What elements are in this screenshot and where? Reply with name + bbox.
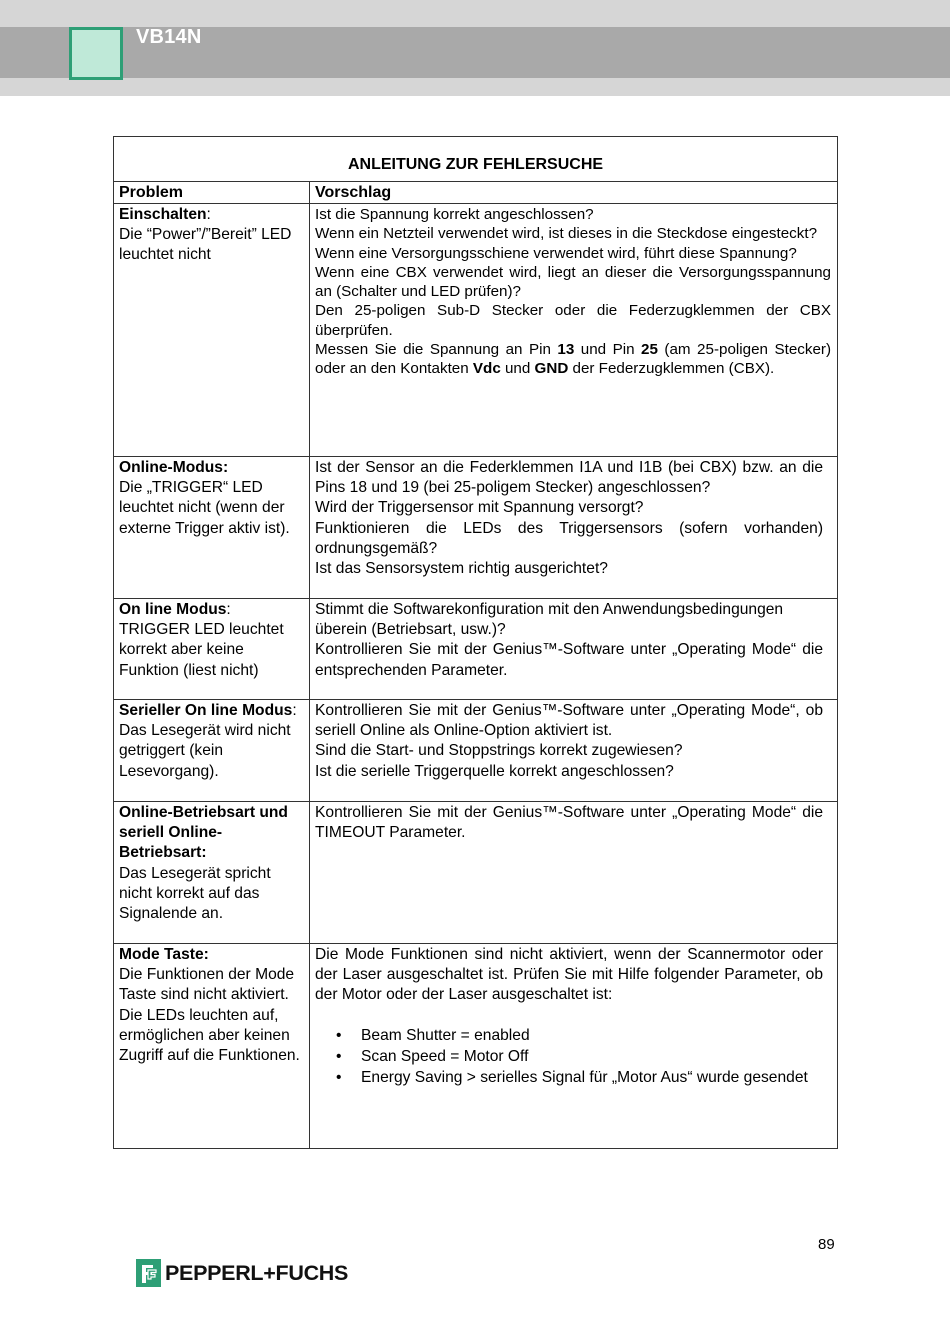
table-row	[114, 457, 838, 599]
problem-heading: Serieller On line Modus	[119, 702, 293, 719]
list-item-text: Energy Saving > serielles Signal für „Motor Aus“ wurde gesendet	[361, 1069, 808, 1087]
suggestion-cell	[310, 700, 838, 802]
list-item	[315, 1068, 823, 1088]
table-row	[114, 599, 838, 700]
troubleshooting-table	[113, 136, 838, 1149]
problem-description: Das Lesegerät wird nicht getriggert (kein Lesevorgang).	[119, 722, 291, 780]
suggestion-line: Ist die serielle Triggerquelle korrekt angeschlossen?	[315, 762, 674, 780]
table-row	[114, 700, 838, 802]
problem-heading: Einschalten	[119, 206, 207, 223]
pin-number: 13	[557, 341, 575, 359]
suggestion-line: Ist die Spannung korrekt angeschlossen?	[315, 206, 594, 223]
problem-description: Die „TRIGGER“ LED leuchtet nicht (wenn der externe Trigger aktiv ist).	[119, 479, 290, 537]
header-logo-square	[69, 27, 123, 80]
problem-description: Das Lesegerät spricht nicht korrekt auf das Signalende an.	[119, 864, 271, 923]
suggestion-line: Kontrollieren Sie mit der Genius™-Software unter „Operating Mode“ die entsprechenden Parameter.	[315, 641, 824, 679]
table-header-row	[114, 182, 838, 204]
text-span: der Federzugklemmen (CBX).	[568, 360, 775, 378]
brand-name: PEPPERL+FUCHS	[165, 1260, 349, 1285]
table-title: ANLEITUNG ZUR FEHLERSUCHE	[114, 137, 838, 182]
suggestion-line: Wenn eine CBX verwendet wird, liegt an dieser die Versorgungsspannung an (Schalter und LED prüfen)?	[315, 263, 832, 301]
document-title: VB14N	[136, 26, 202, 48]
suggestion-cell	[310, 802, 838, 944]
suggestion-line: Funktionieren die LEDs des Triggersensors (sofern vorhanden) ordnungsgemäß?	[315, 519, 824, 557]
suggestion-line: Den 25-poligen Sub-D Stecker oder die Federzugklemmen der CBX überprüfen.	[315, 302, 832, 339]
problem-heading: Online-Betriebsart und seriell Online-Betriebsart:	[119, 804, 288, 862]
suggestion-line: Kontrollieren Sie mit der Genius™-Software unter „Operating Mode“, ob seriell Online als Online-Option aktiviert ist.	[315, 702, 824, 740]
suggestion-cell	[310, 204, 838, 457]
list-item-text: Beam Shutter = enabled	[361, 1026, 530, 1044]
pin-number: 25	[641, 341, 658, 359]
table-title-row	[114, 137, 838, 182]
table-row	[114, 802, 838, 944]
column-header-suggestion: Vorschlag	[310, 182, 838, 204]
problem-heading-suffix: :	[226, 601, 231, 618]
problem-cell	[114, 944, 310, 1149]
suggestion-line: Wird der Triggersensor mit Spannung versorgt?	[315, 499, 644, 517]
suggestion-line: Ist das Sensorsystem richtig ausgerichtet?	[315, 560, 608, 578]
parameter-list	[315, 1026, 823, 1089]
suggestion-line: Kontrollieren Sie mit der Genius™-Software unter „Operating Mode“ die TIMEOUT Parameter.	[315, 804, 824, 842]
brand-logo	[136, 1258, 348, 1288]
page-number: 89	[818, 1236, 835, 1253]
bullet-icon: •	[336, 1026, 342, 1044]
list-item	[315, 1026, 823, 1046]
text-span: (am 25-poligen Stecker) oder an den Kontakten	[315, 341, 832, 378]
text-span: Messen Sie die Spannung an Pin	[315, 341, 558, 359]
problem-heading: On line Modus	[119, 601, 227, 618]
suggestion-line: Wenn ein Netzteil verwendet wird, ist dieses in die Steckdose eingesteckt?	[315, 225, 818, 243]
problem-cell	[114, 802, 310, 944]
problem-cell	[114, 700, 310, 802]
suggestion-line: Wenn eine Versorgungsschiene verwendet wird, führt diese Spannung?	[315, 244, 797, 262]
problem-description: Die “Power”/”Bereit” LED leuchtet nicht	[119, 226, 292, 264]
table-row	[114, 204, 838, 457]
suggestion-cell	[310, 599, 838, 700]
bullet-icon: •	[336, 1047, 342, 1065]
problem-cell	[114, 457, 310, 599]
suggestion-line	[315, 340, 831, 379]
suggestion-cell	[310, 944, 838, 1149]
problem-heading: Mode Taste:	[119, 946, 209, 963]
bullet-icon: •	[336, 1069, 342, 1087]
problem-cell	[114, 204, 310, 457]
pepperl-fuchs-logo-icon	[136, 1259, 161, 1287]
list-item-text: Scan Speed = Motor Off	[361, 1047, 529, 1065]
text-span: und	[500, 360, 535, 378]
contact-label: GND	[534, 360, 569, 378]
list-item	[315, 1047, 823, 1067]
text-span: und Pin	[574, 341, 642, 359]
problem-description: TRIGGER LED leuchtet korrekt aber keine Funktion (liest nicht)	[119, 621, 284, 679]
table-row	[114, 944, 838, 1149]
suggestion-line: Stimmt die Softwarekonfiguration mit den Anwendungsbedingungen überein (Betriebsart, usw.)?	[315, 601, 784, 639]
problem-description: Die Funktionen der Mode Taste sind nicht aktiviert. Die LEDs leuchten auf, ermöglichen aber keinen Zugriff auf die Funktionen.	[119, 966, 300, 1065]
suggestion-line: Ist der Sensor an die Federklemmen I1A und I1B (bei CBX) bzw. an die Pins 18 und 19 (bei 25-poligem Stecker) angeschlossen?	[315, 459, 824, 497]
problem-heading-suffix: :	[292, 702, 297, 719]
suggestion-line: Die Mode Funktionen sind nicht aktiviert, wenn der Scannermotor oder der Laser ausgeschaltet ist. Prüfen Sie mit Hilfe folgender Parameter, ob der Motor oder der Laser ausgeschaltet ist:	[315, 946, 824, 1004]
suggestion-line: Sind die Start- und Stoppstrings korrekt zugewiesen?	[315, 742, 683, 760]
column-header-problem: Problem	[114, 182, 310, 204]
problem-cell	[114, 599, 310, 700]
problem-heading: Online-Modus:	[119, 459, 229, 476]
problem-heading-suffix: :	[206, 206, 211, 223]
contact-label: Vdc	[472, 360, 501, 378]
suggestion-cell	[310, 457, 838, 599]
